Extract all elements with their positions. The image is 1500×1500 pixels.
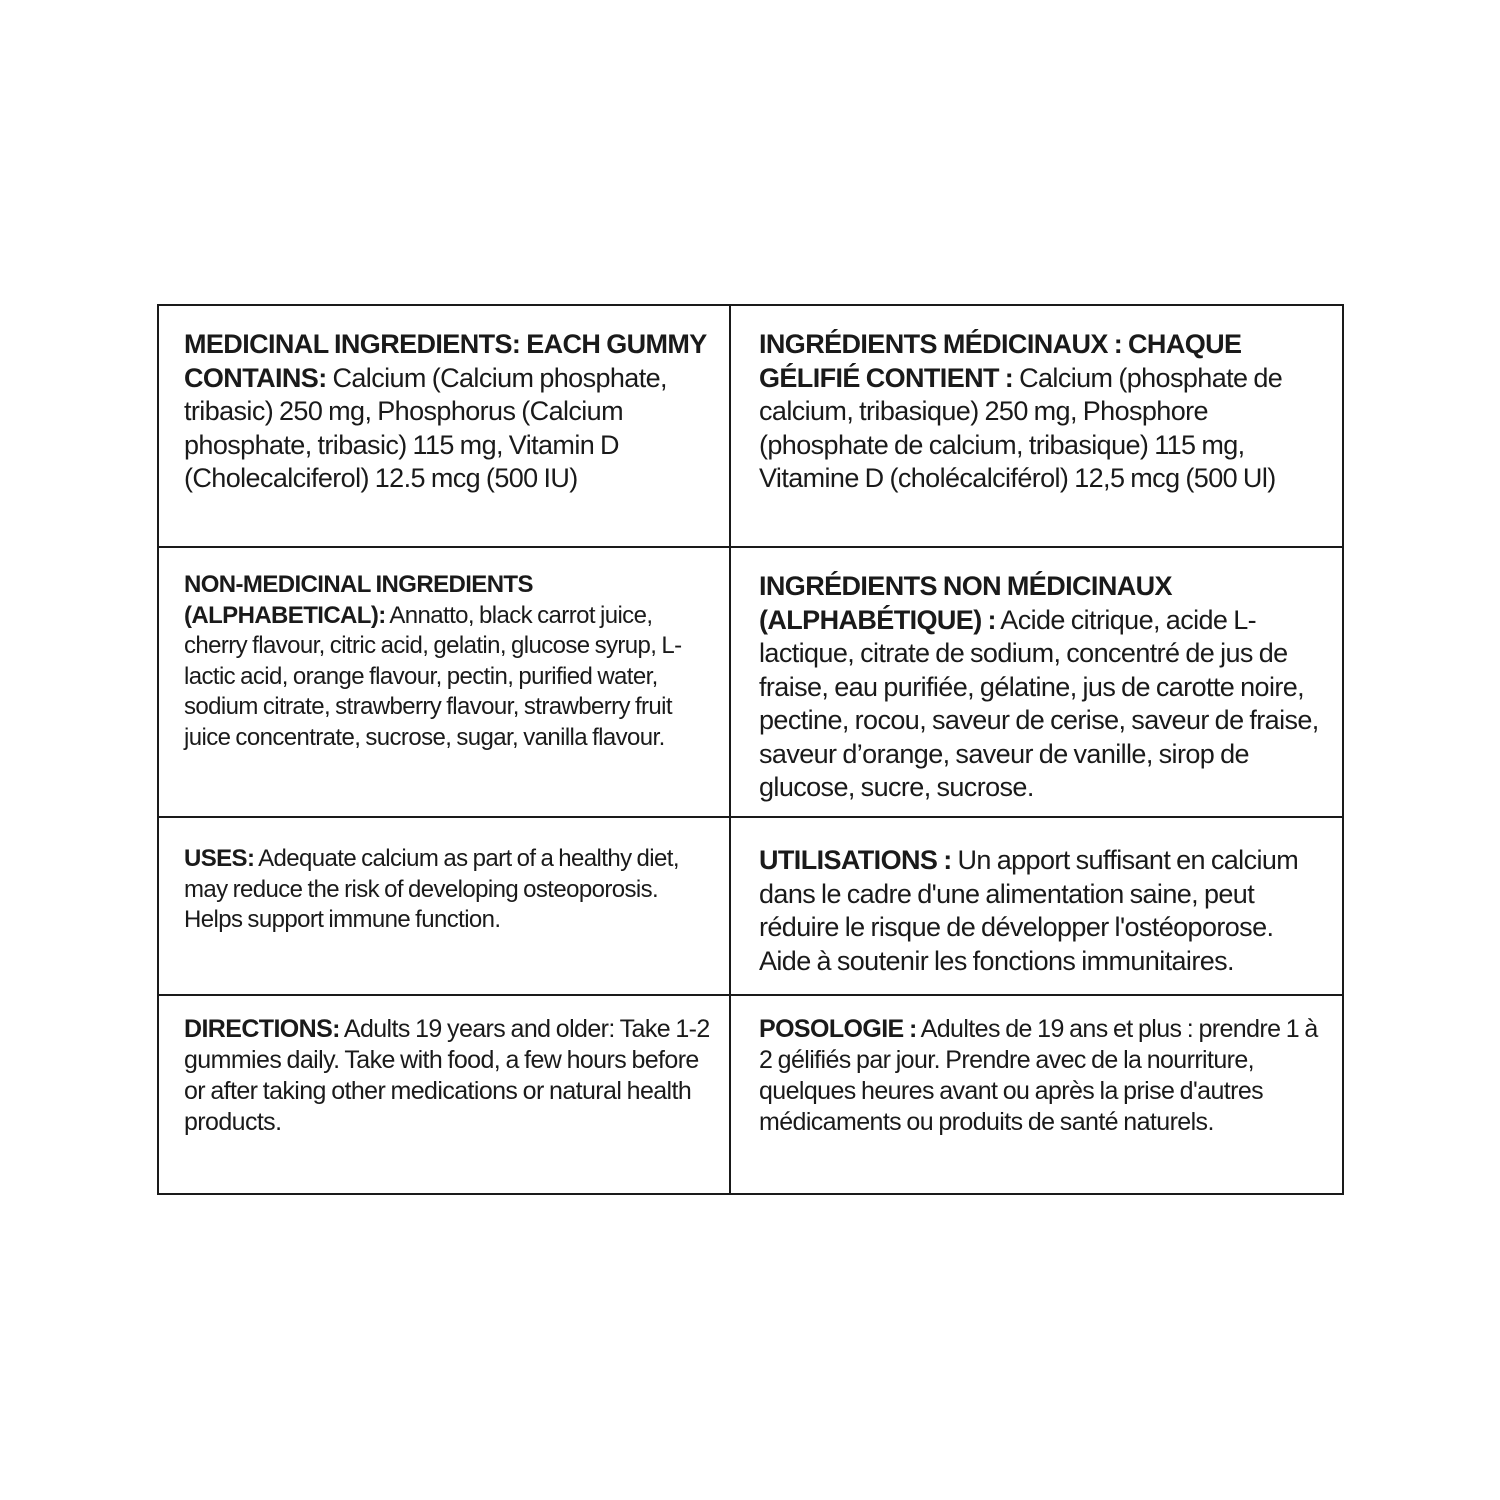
non-medicinal-ingredients-fr-text bbox=[759, 570, 1328, 805]
directions-en-text bbox=[184, 1014, 715, 1138]
uses-fr-cell bbox=[731, 818, 1342, 996]
uses-en-cell bbox=[159, 818, 731, 996]
medicinal-ingredients-en-body: Calcium (Calcium phosphate, tribasic) 250 mg, Phosphorus (Calcium phosphate, tribasic) 115 mg, Vitamin D (Cholecalciferol) 12.5 mcg (500 IU) bbox=[184, 362, 667, 493]
directions-en-heading: DIRECTIONS: bbox=[184, 1015, 340, 1043]
uses-fr-heading: UTILISATIONS : bbox=[759, 845, 952, 875]
product-label-table bbox=[157, 304, 1344, 1195]
medicinal-ingredients-fr-heading: INGRÉDIENTS MÉDICINAUX : CHAQUE GÉLIFIÉ CONTIENT : bbox=[759, 329, 1242, 393]
directions-en-body: Adults 19 years and older: Take 1-2 gummies daily. Take with food, a few hours before or after taking other medications or natural health products. bbox=[184, 1015, 710, 1136]
medicinal-ingredients-en-heading: MEDICINAL INGREDIENTS: EACH GUMMY CONTAINS: bbox=[184, 329, 707, 393]
directions-fr-heading: POSOLOGIE : bbox=[759, 1015, 917, 1043]
directions-fr-cell bbox=[731, 996, 1342, 1193]
medicinal-ingredients-fr-text bbox=[759, 328, 1328, 496]
uses-en-text bbox=[184, 844, 715, 936]
non-medicinal-ingredients-fr-cell bbox=[731, 548, 1342, 818]
non-medicinal-ingredients-en-heading: NON-MEDICINAL INGREDIENTS (ALPHABETICAL): bbox=[184, 571, 533, 629]
non-medicinal-ingredients-en-cell bbox=[159, 548, 731, 818]
medicinal-ingredients-en-cell bbox=[159, 306, 731, 548]
medicinal-ingredients-fr-cell bbox=[731, 306, 1342, 548]
medicinal-ingredients-fr-body: Calcium (phosphate de calcium, tribasique) 250 mg, Phosphore (phosphate de calcium, tribasique) 115 mg, Vitamine D (cholécalciférol) 12,5 mcg (500 Ul) bbox=[759, 362, 1283, 493]
uses-fr-text bbox=[759, 844, 1328, 978]
directions-fr-text bbox=[759, 1014, 1328, 1138]
medicinal-ingredients-en-text bbox=[184, 328, 715, 496]
non-medicinal-ingredients-fr-heading: INGRÉDIENTS NON MÉDICINAUX (ALPHABÉTIQUE) : bbox=[759, 571, 1172, 635]
uses-fr-body: Un apport suffisant en calcium dans le cadre d'une alimentation saine, peut réduire le risque de développer l'ostéoporose. Aide à soutenir les fonctions immunitaires. bbox=[759, 845, 1299, 976]
uses-en-body: Adequate calcium as part of a healthy diet, may reduce the risk of developing osteoporosis. Helps support immune function. bbox=[184, 845, 679, 933]
non-medicinal-ingredients-en-body: Annatto, black carrot juice, cherry flavour, citric acid, gelatin, glucose syrup, L-lactic acid, orange flavour, pectin, purified water, sodium citrate, strawberry flavour, strawberry fruit juice concentrate, sucrose, sugar, vanilla flavour. bbox=[184, 601, 682, 751]
non-medicinal-ingredients-fr-body: Acide citrique, acide L-lactique, citrate de sodium, concentré de jus de fraise, eau purifiée, gélatine, jus de carotte noire, pectine, rocou, saveur de cerise, saveur de fraise, saveur d’orange, saveur de vanille, sirop de glucose, sucre, sucrose. bbox=[759, 604, 1319, 802]
non-medicinal-ingredients-en-text bbox=[184, 570, 719, 753]
uses-en-heading: USES: bbox=[184, 845, 255, 872]
directions-fr-body: Adultes de 19 ans et plus : prendre 1 à 2 gélifiés par jour. Prendre avec de la nourriture, quelques heures avant ou après la prise d'autres médicaments ou produits de santé naturels. bbox=[759, 1015, 1318, 1136]
directions-en-cell bbox=[159, 996, 731, 1193]
